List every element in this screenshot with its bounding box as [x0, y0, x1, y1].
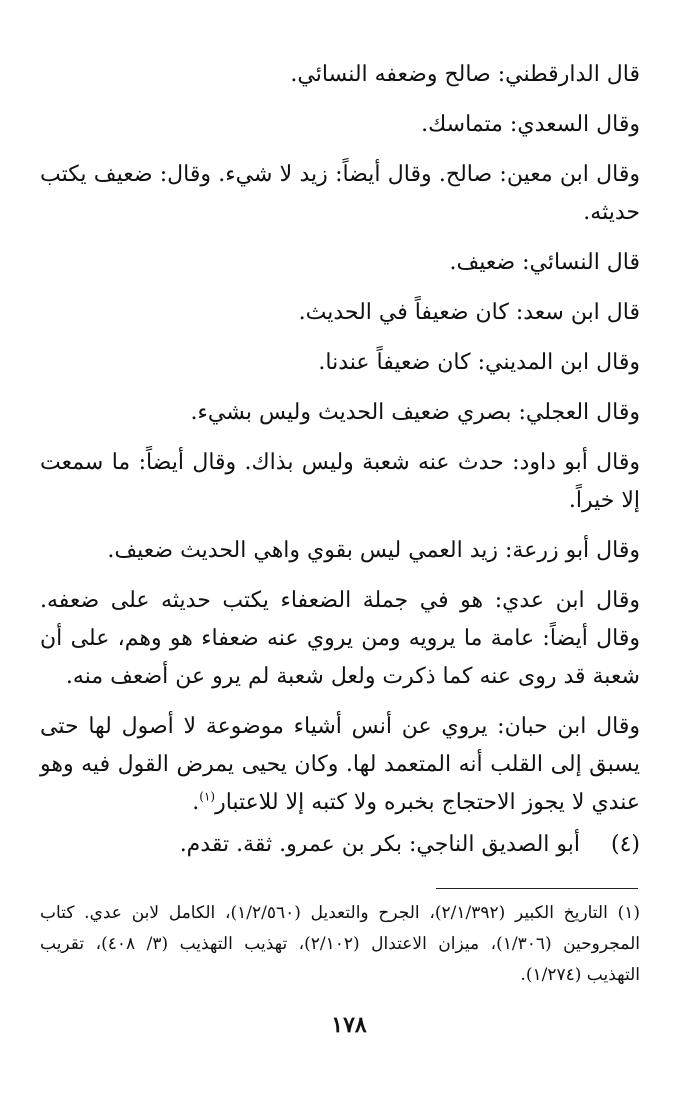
entry-abu-zura: وقال أبو زرعة: زيد العمي ليس بقوي واهي الحديث ضعيف.	[107, 538, 640, 563]
ibn-hibban-text: وقال ابن حبان: يروي عن أنس أشياء موضوعة لا أصول لها حتى يسبق إلى القلب أنه المتعمد لها. وكان يحيى يمرض القول فيه وهو عندي لا يجوز الاحتجاج بخبره ولا كتبه إلا للاعتبار	[40, 714, 640, 815]
footnote-divider	[436, 888, 638, 889]
entry-ibn-madini: وقال ابن المديني: كان ضعيفاً عندنا.	[318, 350, 640, 375]
footnotes	[40, 898, 640, 991]
entry-saadi: وقال السعدي: متماسك.	[421, 112, 640, 137]
main-text	[40, 56, 640, 876]
entry-abu-dawud: وقال أبو داود: حدث عنه شعبة وليس بذاك. وقال أيضاً: ما سمعت إلا خيراً.	[40, 450, 640, 513]
footnote-1: (١) التاريخ الكبير (٢/١/٣٩٢)، الجرح والتعديل (١/٢/٥٦٠)، الكامل لابن عدي. كتاب المجروحين (١/٣٠٦)، ميزان الاعتدال (٢/١٠٢)، تهذيب التهذيب (٣/ ٤٠٨)، تقريب التهذيب (١/٢٧٤).	[40, 903, 640, 985]
entry-ibn-adi: وقال ابن عدي: هو في جملة الضعفاء يكتب حديثه على ضعفه. وقال أيضاً: عامة ما يرويه ومن يروي عنه ضعفاء هو وهم، على أن شعبة قد روى عنه كما ذكرت ولعل شعبة لم يرو عن أضعف منه.	[40, 588, 640, 689]
entry-ibn-maeen: وقال ابن معين: صالح. وقال أيضاً: زيد لا شيء. وقال: ضعيف يكتب حديثه.	[40, 162, 640, 225]
entry-nasai: قال النسائي: ضعيف.	[449, 250, 640, 275]
numbered-entry	[40, 826, 640, 864]
entry-ibn-saad: قال ابن سعد: كان ضعيفاً في الحديث.	[298, 300, 640, 325]
page-number: ١٧٨	[331, 1012, 367, 1038]
entry-ijli: وقال العجلي: بصري ضعيف الحديث وليس بشيء.	[190, 400, 640, 425]
footnote-reference[interactable]: (١)	[199, 789, 216, 804]
entry-daraqutni: قال الدارقطني: صالح وضعفه النسائي.	[290, 62, 640, 87]
entry-abu-siddiq: أبو الصديق الناجي: بكر بن عمرو. ثقة. تقدم.	[179, 832, 580, 857]
entry-ibn-hibban: وقال ابن حبان: يروي عن أنس أشياء موضوعة لا أصول لها حتى يسبق إلى القلب أنه المتعمد لها. وكان يحيى يمرض القول فيه وهو عندي لا يجوز الاحتجاج بخبره ولا كتبه إلا للاعتبار$^{(١)}$.	[40, 714, 640, 815]
entry-number: (٤)	[610, 832, 640, 857]
